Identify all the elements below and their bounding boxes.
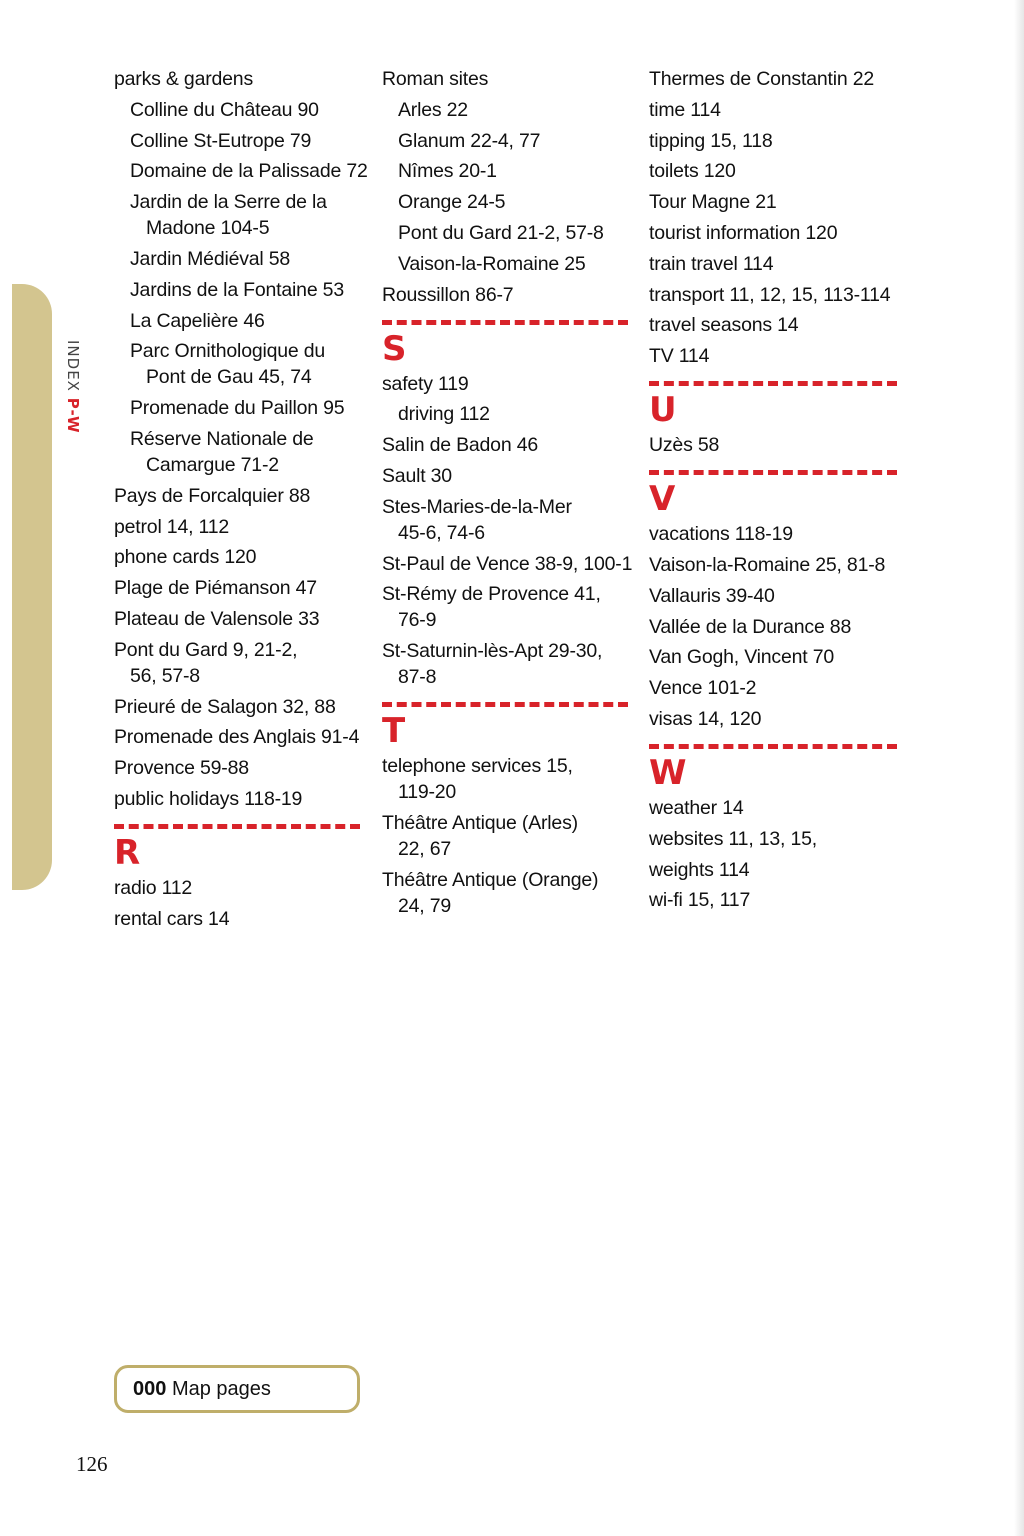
index-subentry: Promenade du Paillon 95	[130, 397, 345, 420]
index-entry: Thermes de Constantin 22	[649, 68, 874, 90]
index-subentry: La Capelière 46	[130, 309, 265, 332]
index-subentry: driving 112	[398, 403, 490, 426]
index-entry: transport 11, 12, 15, 113-114	[649, 283, 891, 306]
index-entry: petrol 14, 112	[114, 515, 230, 538]
section-letter: V	[649, 479, 676, 520]
index-subentry: Colline St-Eutrope 79	[130, 129, 312, 152]
index-entry: public holidays 118-19	[114, 787, 303, 810]
index-entry: Roussillon 86-7	[382, 283, 514, 306]
index-entry: safety 119	[382, 372, 469, 395]
index-subentry: Pont du Gard 21-2, 57-8	[398, 221, 604, 244]
section-letter: T	[382, 711, 406, 752]
section-letter: S	[382, 328, 407, 369]
map-key-label: Map pages	[171, 1378, 271, 1400]
index-entry: Pont du Gard 9, 21-2, 56, 57-8	[114, 638, 298, 687]
index-subentry: Jardin Médiéval 58	[130, 247, 291, 270]
index-subentry: Jardins de la Fontaine 53	[130, 278, 344, 301]
section-divider	[649, 381, 897, 386]
index-entry: phone cards 120	[114, 546, 257, 569]
index-entry: weather 14	[649, 796, 744, 819]
index-entry: Stes-Maries-de-la-Mer 45-6, 74-6	[382, 495, 572, 544]
index-entry: Uzès 58	[649, 434, 720, 457]
map-key-number: 000	[133, 1378, 167, 1400]
index-side-label-text: INDEX	[64, 340, 82, 392]
index-entry: rental cars 14	[114, 907, 230, 930]
index-column-1	[114, 66, 368, 937]
index-subentry: Jardin de la Serre de la Madone 104-5	[130, 191, 327, 240]
section-letter: U	[649, 390, 677, 431]
index-entry: Vaison-la-Romaine 25, 81-8	[649, 553, 886, 576]
index-subentry: Parc Ornithologique du Pont de Gau 45, 74	[130, 340, 326, 389]
index-entry: train travel 114	[649, 252, 774, 275]
index-subentry: Nîmes 20-1	[398, 160, 497, 183]
index-column-2	[382, 66, 632, 924]
index-entry: radio 112	[114, 876, 193, 899]
index-entry: Provence 59-88	[114, 757, 249, 780]
index-side-tab	[12, 284, 52, 890]
index-entry: Théâtre Antique (Orange) 24, 79	[382, 868, 599, 917]
index-entry: Vence 101-2	[649, 677, 757, 700]
index-subentry: Orange 24-5	[398, 191, 506, 214]
index-subentry: Réserve Nationale de Camargue 71-2	[130, 427, 314, 476]
index-entry: St-Rémy de Provence 41, 76-9	[382, 583, 601, 632]
index-entry: time 114	[649, 98, 721, 121]
index-side-label	[64, 340, 82, 434]
index-subentry: Vaison-la-Romaine 25	[398, 252, 586, 275]
index-entry: Salin de Badon 46	[382, 434, 538, 457]
page-number: 126	[76, 1452, 108, 1476]
index-entry: tipping 15, 118	[649, 129, 773, 152]
index-entry: Pays de Forcalquier 88	[114, 484, 311, 507]
page-edge-shadow	[1014, 0, 1024, 1536]
index-entry: Vallée de la Durance 88	[649, 615, 852, 638]
section-divider	[114, 824, 360, 829]
section-divider	[382, 702, 628, 707]
index-entry: toilets 120	[649, 160, 736, 183]
index-entry: Roman sites	[382, 68, 489, 90]
index-entry: Van Gogh, Vincent 70	[649, 646, 835, 669]
index-entry: St-Saturnin-lès-Apt 29-30, 87-8	[382, 640, 603, 689]
section-divider	[649, 744, 897, 749]
index-entry: Plage de Piémanson 47	[114, 577, 317, 600]
index-entry: Théâtre Antique (Arles) 22, 67	[382, 811, 578, 860]
index-column-3	[649, 66, 901, 918]
index-entry: weights 114	[649, 858, 750, 881]
map-pages-key	[114, 1365, 360, 1413]
section-divider	[649, 470, 897, 475]
index-entry: Prieuré de Salagon 32, 88	[114, 695, 336, 718]
section-letter: R	[114, 832, 141, 873]
section-divider	[382, 320, 628, 325]
index-entry: Vallauris 39-40	[649, 584, 775, 607]
index-entry: travel seasons 14	[649, 314, 799, 337]
index-entry: Promenade des Anglais 91-4	[114, 726, 360, 749]
index-side-label-range: P-W	[64, 397, 82, 434]
index-entry: Plateau de Valensole 33	[114, 607, 320, 630]
index-entry: Sault 30	[382, 464, 452, 487]
index-subentry: Arles 22	[398, 98, 468, 121]
index-entry: tourist information 120	[649, 221, 838, 244]
index-entry: Tour Magne 21	[649, 191, 777, 214]
index-entry: wi-fi 15, 117	[649, 889, 751, 912]
index-entry: websites 11, 13, 15,	[649, 827, 817, 850]
index-entry: visas 14, 120	[649, 707, 762, 730]
index-subentry: Colline du Château 90	[130, 98, 319, 121]
index-entry: St-Paul de Vence 38-9, 100-1	[382, 552, 633, 575]
index-entry: telephone services 15, 119-20	[382, 755, 573, 804]
index-subentry: Glanum 22-4, 77	[398, 129, 541, 152]
index-entry: parks & gardens	[114, 68, 253, 90]
section-letter: W	[649, 752, 687, 793]
index-subentry: Domaine de la Palissade 72	[130, 160, 368, 183]
index-entry: TV 114	[649, 345, 710, 368]
index-entry: vacations 118-19	[649, 523, 793, 546]
